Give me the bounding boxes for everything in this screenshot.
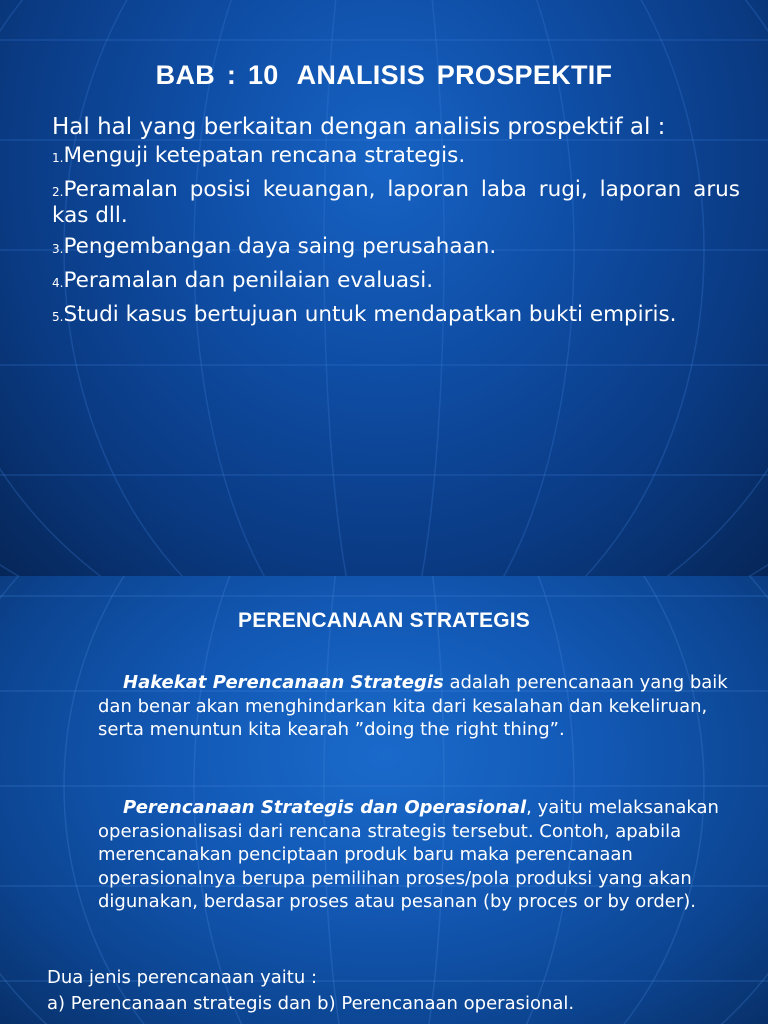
closing-line-2: a) Perencanaan strategis dan b) Perencanaan operasional. <box>47 993 575 1014</box>
slide-2 <box>0 576 768 1024</box>
list-item-number: 3. <box>52 242 64 256</box>
paragraph-body: , yaitu melaksanakan operasionalisasi dari rencana strategis tersebut. Contoh, apabila merencanakan penciptaan produk baru maka perencanaan operasionalnya berupa pemilihan proses/pola produksi yang akan digunakan, berdasar proses atau pesanan (by proces or by order). <box>98 797 719 912</box>
list-item-number: 4. <box>52 276 64 290</box>
paragraph-operasional <box>98 796 738 914</box>
list-item <box>52 235 740 261</box>
list-item-text: Studi kasus bertujuan untuk mendapatkan bukti empiris. <box>63 302 677 327</box>
list-item <box>52 269 740 295</box>
paragraph-lead: Perencanaan Strategis dan Operasional <box>123 797 527 818</box>
list-item-text: Pengembangan daya saing perusahaan. <box>63 234 497 259</box>
list-item-number: 2. <box>52 185 64 199</box>
paragraph-body: adalah perencanaan yang baik dan benar akan menghindarkan kita dari kesalahan dan kekeliruan, serta menuntun kita kearah ”doing the right thing”. <box>98 672 728 740</box>
title-chapter: BAB : 10 <box>155 60 279 90</box>
slide-2-title: PERENCANAAN STRATEGIS <box>238 609 530 632</box>
closing-line-1: Dua jenis perencanaan yaitu : <box>47 967 318 988</box>
title-topic: ANALISIS PROSPEKTIF <box>296 60 613 90</box>
list-item-number: 1. <box>52 151 64 165</box>
list-item <box>52 144 740 170</box>
list-item-number: 5. <box>52 310 64 324</box>
paragraph-lead: Hakekat Perencanaan Strategis <box>123 672 444 693</box>
list-item-text: Peramalan dan penilaian evaluasi. <box>63 268 434 293</box>
paragraph-hakekat <box>98 671 738 742</box>
prospective-analysis-list <box>52 144 740 337</box>
list-item <box>52 303 740 329</box>
list-item <box>52 178 740 227</box>
closing-text <box>47 965 747 1017</box>
slide-1-title <box>0 60 768 91</box>
intro-text: Hal hal yang berkaitan dengan analisis prospektif al : <box>52 114 666 140</box>
list-item-text: Menguji ketepatan rencana strategis. <box>63 143 466 168</box>
list-item-text: Peramalan posisi keuangan, laporan laba rugi, laporan arus kas dll. <box>52 177 740 228</box>
